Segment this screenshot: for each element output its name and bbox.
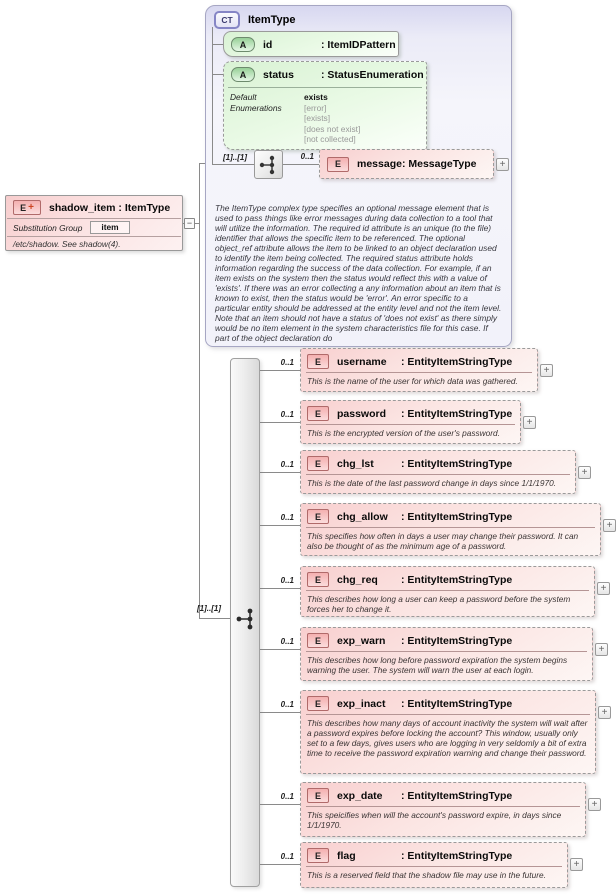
attribute-type: : ItemIDPattern	[321, 38, 396, 51]
sequence-compositor-bar[interactable]	[230, 358, 260, 887]
global-element-note: /etc/shadow. See shadow(4).	[13, 239, 121, 249]
connector-line	[259, 588, 300, 589]
element-badge-icon: E	[307, 456, 329, 471]
expand-button[interactable]: +	[588, 798, 601, 811]
element-badge-icon: E	[327, 157, 349, 172]
element-name: password	[337, 407, 387, 420]
expand-button[interactable]: +	[540, 364, 553, 377]
element-name: exp_inact	[337, 697, 386, 710]
sequence-compositor-icon[interactable]	[254, 150, 283, 179]
connector-line	[212, 27, 213, 164]
connector-line	[212, 164, 254, 165]
element-badge-icon: E	[307, 848, 329, 863]
cardinality-label: 0..1	[280, 852, 294, 861]
element-doc: This describes how many days of account inactivity the system will wait after a password expires before locking the account? This window, usually only set to a few days, gives users who are logging in very seldomly a bit of extra time to receive the password expiration warning and change their password.	[307, 718, 588, 758]
expand-button[interactable]: +	[598, 706, 611, 719]
cardinality-label: 0..1	[280, 460, 294, 469]
sequence-glyph-icon	[259, 154, 278, 176]
cardinality-label: [1]..[1]	[197, 604, 221, 613]
element-substitution-head-badge-icon: E +	[13, 200, 41, 215]
connector-line	[259, 712, 300, 713]
element-chg-allow-box[interactable]	[300, 503, 613, 556]
connector-line	[259, 472, 300, 473]
collapse-button[interactable]: −	[184, 218, 195, 229]
connector-line	[283, 164, 319, 165]
element-badge-icon: E	[307, 354, 329, 369]
element-password-box[interactable]	[300, 400, 533, 444]
attribute-type: : StatusEnumeration	[321, 68, 424, 81]
element-username-box[interactable]	[300, 348, 550, 392]
global-element-shadow-item-box[interactable]	[5, 195, 183, 251]
cardinality-label: 0..1	[280, 576, 294, 585]
connector-line	[212, 74, 223, 75]
element-doc: This specifies how often in days a user may change their password. It can also be thought of as the minimum age of a password.	[307, 531, 579, 551]
complex-type-badge-icon: CT	[214, 11, 240, 29]
element-doc: This describes how long before password expiration the system begins warning the user. The system will warn the user at each login.	[307, 655, 568, 675]
connector-line	[259, 370, 300, 371]
element-badge-icon: E	[307, 633, 329, 648]
element-badge-icon: E	[307, 696, 329, 711]
element-type: : EntityItemStringType	[401, 789, 513, 802]
sequence-glyph-icon	[235, 605, 257, 633]
element-doc: This describes how long a user can keep a password before the system forces her to change it.	[307, 594, 571, 614]
connector-line	[259, 649, 300, 650]
expand-button[interactable]: +	[578, 466, 591, 479]
documentation-text: The ItemType complex type specifies an optional message element that is used to pass things like error messages during data collection to a tool that will utilize the information. The required id attribute is an unique (to the file) identifier that allows the specific item to be referenced. The optional object_ref attribute allows the item to be linked to an object declaration used to identify the item being collected. The required status attribute holds information regarding the success of the data collection. For example, if an item exists on the system then the status would reflect this with a value of 'exists'. If there was an error collecting a any information about an item that is known to exist, then the status would be 'error'. An error specific to a particular entity should be addressed at the entity level and not the item level. Note that an item should not have a status of 'does not exist' as there simply would be no item element in the system characteristics file for this case. If part of the object declaration do	[215, 203, 502, 343]
element-type: : EntityItemStringType	[401, 407, 513, 420]
element-badge-icon: E	[307, 572, 329, 587]
substitution-group-label: Substitution Group	[13, 222, 83, 233]
element-doc: This is the name of the user for which data was gathered.	[307, 376, 518, 386]
connector-line	[259, 525, 300, 526]
element-name: exp_warn	[337, 634, 386, 647]
attribute-badge-icon: A	[231, 67, 255, 82]
element-badge-icon: E	[307, 406, 329, 421]
element-doc: This speicifies when will the account's password expire, in days since 1/1/1970.	[307, 810, 562, 830]
connector-line	[199, 618, 230, 619]
connector-line	[259, 864, 300, 865]
connector-line	[199, 163, 200, 619]
facet-enumerations-label: Enumerations	[230, 102, 282, 113]
facet-default-label: Default	[230, 92, 257, 102]
element-message-box[interactable]	[319, 149, 506, 179]
enumeration-value: [does not exist]	[304, 123, 361, 134]
expand-button[interactable]: +	[595, 643, 608, 656]
cardinality-label: 0..1	[280, 637, 294, 646]
divider	[228, 87, 422, 88]
connector-line	[259, 422, 300, 423]
element-type: : EntityItemStringType	[401, 697, 513, 710]
element-exp-inact-box[interactable]	[300, 690, 608, 774]
element-name: exp_date	[337, 789, 383, 802]
cardinality-label: 0..1	[280, 792, 294, 801]
cardinality-label: 0..1	[280, 513, 294, 522]
attribute-id-box[interactable]	[223, 31, 399, 57]
element-doc: This is a reserved field that the shadow file may use in the future.	[307, 870, 546, 880]
facet-values	[304, 92, 360, 145]
element-name: chg_allow	[337, 510, 388, 523]
facet-labels	[230, 92, 304, 145]
element-chg-req-box[interactable]	[300, 566, 607, 617]
element-badge-icon: E	[307, 788, 329, 803]
expand-button[interactable]: +	[496, 158, 509, 171]
expand-button[interactable]: +	[603, 519, 616, 532]
attribute-name: id	[263, 38, 273, 51]
element-doc: This is the encrypted version of the user's password.	[307, 428, 500, 438]
expand-button[interactable]: +	[523, 416, 536, 429]
complex-type-title: ItemType	[248, 14, 296, 26]
attribute-badge-icon: A	[231, 37, 255, 52]
connector-line	[259, 804, 300, 805]
element-type: : EntityItemStringType	[401, 634, 513, 647]
enumeration-value: [error]	[304, 102, 327, 113]
expand-button[interactable]: +	[570, 858, 583, 871]
cardinality-label: [1]..[1]	[223, 153, 247, 162]
element-type: : EntityItemStringType	[401, 849, 513, 862]
cardinality-label: 0..1	[280, 358, 294, 367]
complex-type-itemtype-box[interactable]	[205, 5, 512, 347]
element-name: chg_req	[337, 573, 378, 586]
expand-button[interactable]: +	[597, 582, 610, 595]
element-chg-lst-box[interactable]	[300, 450, 588, 494]
element-type: : EntityItemStringType	[401, 510, 513, 523]
cardinality-label: 0..1	[300, 152, 314, 161]
substitution-group-value[interactable]: item	[90, 221, 129, 234]
element-name: chg_lst	[337, 457, 374, 470]
element-type: : MessageType	[401, 158, 477, 170]
cardinality-label: 0..1	[280, 410, 294, 419]
element-type: : EntityItemStringType	[401, 573, 513, 586]
connector-line	[212, 44, 223, 45]
element-name: message	[357, 158, 402, 170]
element-exp-date-box[interactable]	[300, 782, 598, 837]
element-badge-icon: E	[307, 509, 329, 524]
element-name: flag	[337, 849, 356, 862]
global-element-title: shadow_item : ItemType	[49, 201, 171, 214]
element-name: username	[337, 355, 387, 368]
element-exp-warn-box[interactable]	[300, 627, 605, 681]
enumeration-value: [exists]	[304, 113, 331, 123]
element-type: : EntityItemStringType	[401, 355, 513, 368]
attribute-name: status	[263, 68, 294, 81]
cardinality-label: 0..1	[280, 700, 294, 709]
element-doc: This is the date of the last password change in days since 1/1/1970.	[307, 478, 557, 488]
element-flag-box[interactable]	[300, 842, 580, 888]
element-type: : EntityItemStringType	[401, 457, 513, 470]
attribute-status-box[interactable]	[223, 61, 427, 150]
enumeration-value: [not collected]	[304, 134, 356, 144]
facet-default-value: exists	[304, 92, 328, 102]
